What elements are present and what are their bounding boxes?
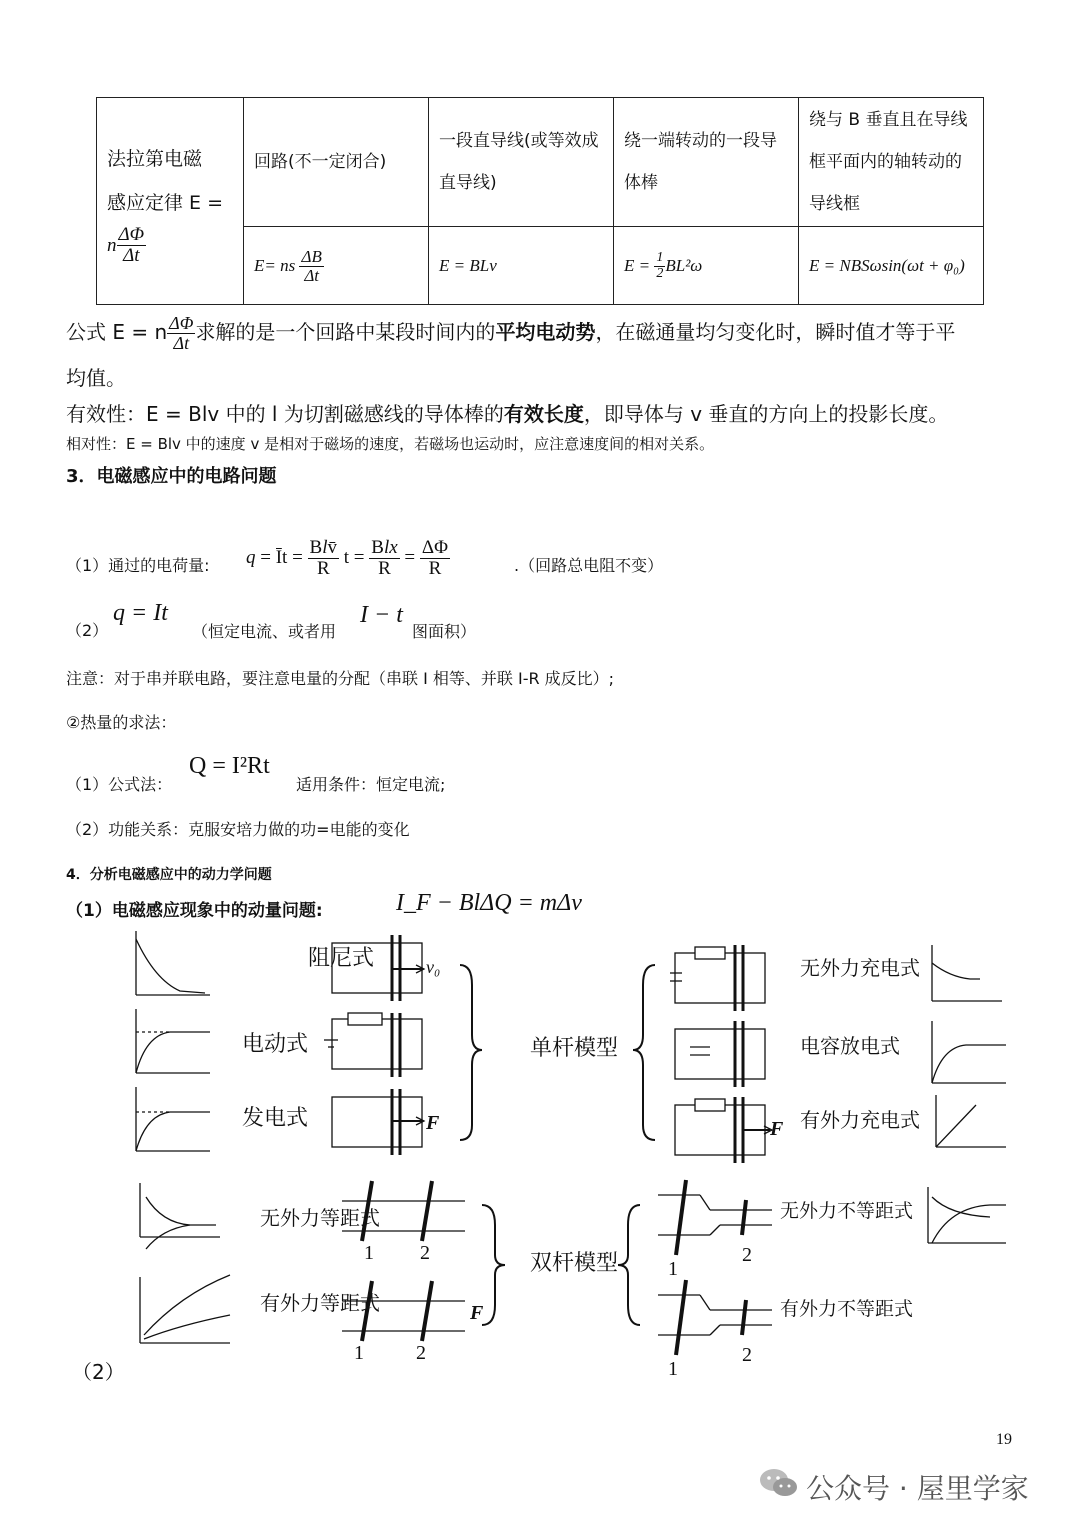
circuit-generator — [332, 1089, 424, 1155]
rod-label-2a: 2 — [420, 1242, 430, 1264]
formula-cell-1: E= ns $\frac{\Delta B}{\Delta t}$ — [244, 227, 429, 305]
formula-cell-3: E = $\frac{1}{2}$ BL²ω — [614, 227, 799, 305]
rod-label-2b: 2 — [416, 1342, 426, 1364]
label-single-rod: 单杆模型 — [530, 1036, 619, 1061]
head-den: Δt — [123, 244, 140, 266]
graph-double-unequal — [928, 1187, 1006, 1243]
graph-charge-no-force — [932, 945, 1002, 1001]
graph-generator — [136, 1087, 210, 1151]
label-motor: 电动式 — [242, 1032, 309, 1057]
graph-capacitor-discharge — [932, 1021, 1006, 1083]
label-damping: 阻尼式 — [308, 946, 375, 971]
rod-label-1d: 1 — [668, 1358, 678, 1380]
heat2: （2）功能关系：克服安培力做的功=电能的变化 — [66, 820, 410, 839]
rod-label-1a: 1 — [364, 1242, 374, 1264]
momentum-label: （1）电磁感应现象中的动量问题: — [66, 901, 323, 921]
series-parallel-note: 注意：对于串并联电路，要注意电量的分配（串联 I 相等、并联 I-R 成反比）; — [66, 669, 615, 688]
label-double-unequal-with-force: 有外力不等距式 — [780, 1298, 914, 1320]
graph-charge-with-force — [936, 1095, 1006, 1147]
graph-double-with-force — [140, 1275, 230, 1343]
rod-label-2d: 2 — [742, 1344, 752, 1366]
charge2-formula: q = It — [113, 600, 168, 626]
circuit-double-unequal-no-force — [658, 1180, 772, 1255]
force-label-double: F — [470, 1302, 484, 1324]
circuit-capacitor-discharge — [675, 1021, 765, 1087]
rod-label-2c: 2 — [742, 1244, 752, 1266]
v0-label: v₀ — [426, 957, 441, 977]
section-3-title: 3．电磁感应中的电路问题 — [66, 466, 277, 487]
charge-label: （1）通过的电荷量: — [66, 556, 210, 575]
formula-cell-2: E = BLv — [429, 227, 614, 305]
circuit-double-unequal-with-force — [658, 1280, 772, 1355]
head-line1: 法拉第电磁 — [107, 147, 203, 170]
circuit-charge-no-force — [670, 945, 765, 1011]
section-4-title: 4．分析电磁感应中的动力学问题 — [66, 867, 272, 883]
formula-table — [96, 97, 984, 305]
head-num: ΔΦ — [118, 223, 145, 245]
heat1-formula: Q = I²Rt — [189, 753, 270, 779]
case-cell-4: 绕与 B 垂直且在导线框平面内的轴转动的导线框 — [799, 98, 984, 227]
rod-label-1b: 1 — [354, 1342, 364, 1364]
heat1-label: （1）公式法： — [66, 775, 173, 794]
watermark-text: 公众号 · 屋里学家 — [806, 1472, 1029, 1505]
graph-double-no-force — [140, 1183, 220, 1249]
circuit-motor — [324, 1013, 422, 1077]
charge2-note-b: 图面积） — [412, 622, 477, 641]
charge-formula: q = Īt = $\frac{\text{Blv̄}}{R}$ t = $\frac{\text{Blx}}{R}$ = $\frac{\Delta\Phi}{R}$ — [246, 537, 448, 579]
graph-motor — [136, 1009, 210, 1073]
wechat-icon — [758, 1466, 800, 1500]
formula-cell-4: E = NBSωsin(ωt + φ₀) — [799, 227, 984, 305]
case-cell-2: 一段直导线(或等效成直导线) — [429, 98, 614, 227]
charge2-note-formula: I − t — [360, 602, 403, 628]
label-double-rod: 双杆模型 — [530, 1251, 619, 1276]
label-capacitor-discharge: 电容放电式 — [800, 1034, 900, 1058]
para-average-emf: 公式 E = n $\frac{\Delta\Phi}{\Delta t}$ 求解的是一个回路中某段时间内的平均电动势，在磁通量均匀变化时，瞬时值才等于平 — [66, 313, 956, 353]
graph-damping — [136, 931, 210, 995]
para-average-emf-end: 均值。 — [66, 366, 126, 390]
momentum-formula: I_F − BlΔQ = mΔv — [396, 890, 582, 916]
label-double-with-force: 有外力等距式 — [260, 1291, 380, 1315]
item2-label: （2） — [72, 1360, 125, 1384]
case-cell-3: 绕一端转动的一段导体棒 — [614, 98, 799, 227]
circuit-charge-with-force — [675, 1097, 772, 1163]
para-relativity: 相对性：E = Blv 中的速度 v 是相对于磁场的速度，若磁场也运动时，应注意速度间的相对关系。 — [66, 435, 715, 453]
para-effective-length: 有效性：E = Blv 中的 l 为切割磁感线的导体棒的有效长度，即导体与 v 垂直的方向上的投影长度。 — [66, 402, 949, 426]
page-number: 19 — [996, 1431, 1012, 1448]
label-double-unequal-no-force: 无外力不等距式 — [780, 1200, 914, 1222]
rod-label-1c: 1 — [668, 1258, 678, 1280]
heat1-note: 适用条件：恒定电流; — [296, 775, 446, 794]
table-head-cell — [97, 98, 244, 305]
label-charge-with-force: 有外力充电式 — [800, 1108, 920, 1132]
rod-models-diagram — [110, 925, 1030, 1380]
heat-title: ②热量的求法： — [66, 713, 177, 732]
charge2-label: （2） — [66, 621, 109, 640]
head-line2: 感应定律 E = — [107, 191, 224, 214]
label-double-no-force: 无外力等距式 — [260, 1206, 380, 1230]
head-pre: n — [107, 234, 117, 256]
force-label: F — [426, 1112, 440, 1134]
case-cell-1: 回路(不一定闭合) — [244, 98, 429, 227]
force-label-right: F — [770, 1118, 784, 1140]
charge2-note-a: （恒定电流、或者用 — [192, 622, 337, 641]
charge-note: .（回路总电阻不变） — [514, 556, 664, 575]
label-generator: 发电式 — [242, 1106, 309, 1131]
label-charge-no-force: 无外力充电式 — [800, 956, 920, 980]
